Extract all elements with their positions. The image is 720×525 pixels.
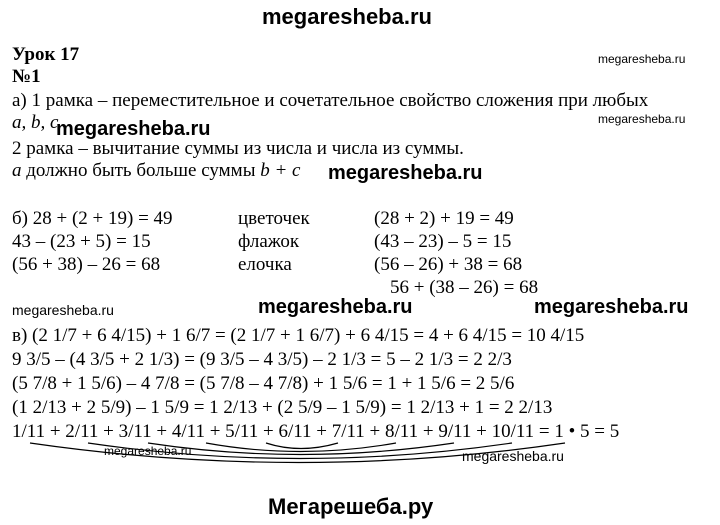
part-b-frame-label: елочка (238, 254, 292, 275)
part-b-result: (56 – 26) + 38 = 68 (374, 254, 523, 275)
part-b-frame-label: флажок (238, 231, 300, 252)
arc-4-7 (206, 443, 396, 452)
part-v-expression: (1 2/13 + 2 5/9) – 1 5/9 = 1 2/13 + (2 5/9 – 1 5/9) = 1 2/13 + 1 = 2 2/13 (12, 397, 553, 418)
part-v-expression: (5 7/8 + 1 5/6) – 4 7/8 = (5 7/8 – 4 7/8) + 1 5/6 = 1 + 1 5/6 = 2 5/6 (12, 373, 515, 394)
part-a-variables: a, b, c (12, 112, 59, 133)
part-b-frame-label: цветочек (238, 208, 310, 229)
part-a-condition: a должно быть больше суммы b + c (12, 160, 301, 181)
watermark-small: megaresheba.ru (598, 112, 686, 126)
watermark-small: megaresheba.ru (462, 448, 564, 464)
part-v-expression: 1/11 + 2/11 + 3/11 + 4/11 + 5/11 + 6/11 + 7/11 + 8/11 + 9/11 + 10/11 = 1 • 5 = 5 (12, 421, 620, 442)
part-b-result: (43 – 23) – 5 = 15 (374, 231, 512, 252)
watermark-small: megaresheba.ru (12, 302, 114, 318)
watermark-bottom: Мегарешеба.ру (268, 494, 434, 519)
part-b-expression: б) 28 + (2 + 19) = 49 (12, 208, 173, 229)
part-b-expression: (56 + 38) – 26 = 68 (12, 254, 161, 275)
watermark-mid: megaresheba.ru (328, 162, 483, 184)
watermark-top: megaresheba.ru (262, 4, 432, 29)
part-a-line: 2 рамка – вычитание суммы из числа и числа из суммы. (12, 138, 464, 159)
part-v-expression: 9 3/5 – (4 3/5 + 2 1/3) = (9 3/5 – 4 3/5) – 2 1/3 = 5 – 2 1/3 = 2 2/3 (12, 349, 512, 370)
exercise-number: №1 (12, 66, 41, 87)
part-b-result: (28 + 2) + 19 = 49 (374, 208, 514, 229)
watermark-mid: megaresheba.ru (258, 296, 413, 318)
lesson-title: Урок 17 (12, 44, 80, 65)
watermark-mid: megaresheba.ru (534, 296, 689, 318)
arc-5-6 (266, 443, 338, 449)
watermark-small: megaresheba.ru (598, 52, 686, 66)
part-b-result: 56 + (38 – 26) = 68 (390, 277, 539, 298)
part-v-expression: в) (2 1/7 + 6 4/15) + 1 6/7 = (2 1/7 + 1 6/7) + 6 4/15 = 4 + 6 4/15 = 10 4/15 (12, 325, 585, 346)
part-a-line: а) 1 рамка – переместительное и сочетательное свойство сложения при любых (12, 90, 649, 111)
watermark-small: megaresheba.ru (104, 444, 192, 458)
watermark-mid: megaresheba.ru (56, 118, 211, 140)
part-b-expression: 43 – (23 + 5) = 15 (12, 231, 151, 252)
